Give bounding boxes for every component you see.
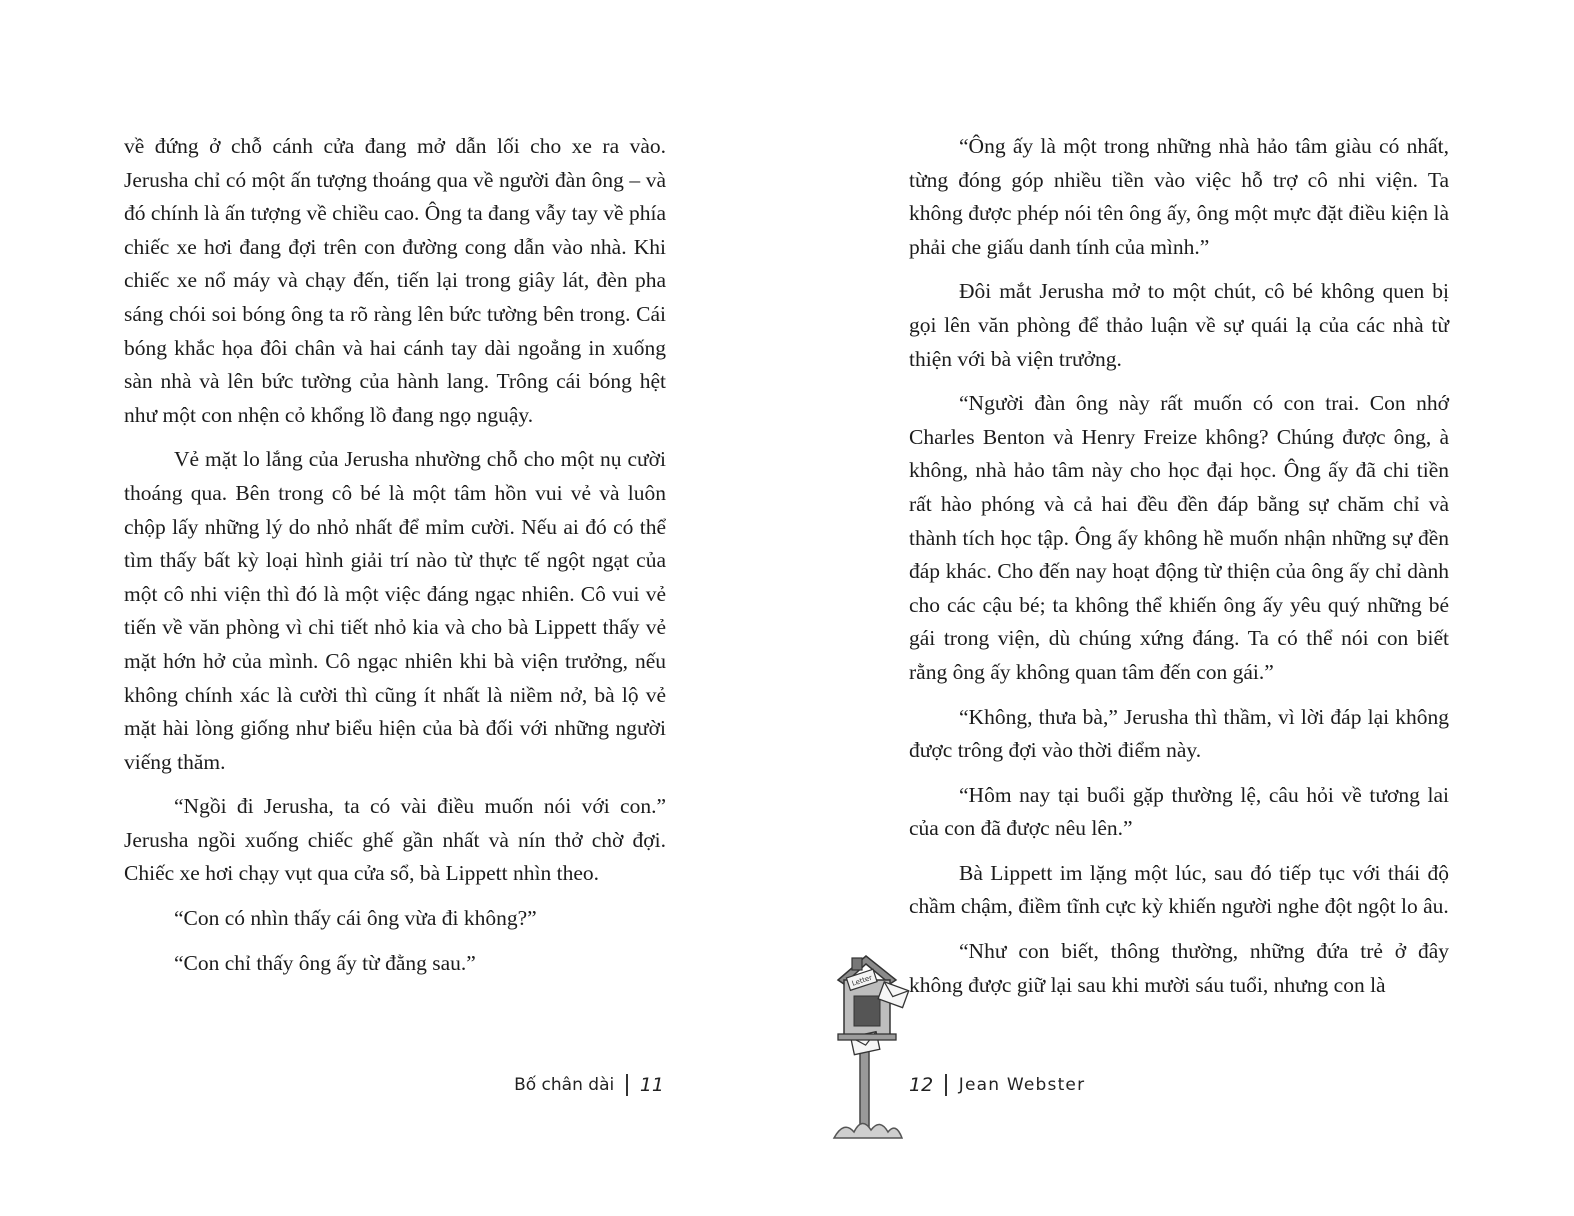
right-paragraph-6: Bà Lippett im lặng một lúc, sau đó tiếp tục với thái độ chầm chậm, điềm tĩnh cực kỳ khiến người nghe đột ngột lo âu. — [909, 860, 1449, 919]
left-page-footer — [514, 1074, 664, 1096]
right-paragraph-7: “Như con biết, thông thường, những đứa trẻ ở đây không được giữ lại sau khi mười sáu tuổi, nhưng con là — [909, 939, 1449, 997]
right-paragraph-1: “Ông ấy là một trong những nhà hảo tâm giàu có nhất, từng đóng góp nhiều tiền vào việc hỗ trợ cô nhi viện. Ta không được phép nói tên ông ấy, ông một mực đặt điều kiện là phải che giấu danh tính của mình.” — [909, 134, 1449, 259]
book-title: Bố chân dài — [514, 1075, 615, 1095]
right-paragraph-2: Đôi mắt Jerusha mở to một chút, cô bé không quen bị gọi lên văn phòng để thảo luận về sự quái lạ của các nhà từ thiện với bà viện trưởng. — [909, 279, 1449, 371]
left-paragraph-1: về đứng ở chỗ cánh cửa đang mở dẫn lối cho xe ra vào. Jerusha chỉ có một ấn tượng thoáng qua về người đàn ông – và đó chính là ấn tượng về chiều cao. Ông ta đang vẫy tay về phía chiếc xe hơi đang đợi trên con đường cong dẫn vào nhà. Khi chiếc xe nổ máy và chạy đến, tiến lại trong giây lát, đèn pha sáng chói soi bóng ông ta rõ ràng lên bức tường bên trong. Cái bóng khắc họa đôi chân và hai cánh tay dài ngoẳng in xuống sàn nhà và lên bức tường của hành lang. Trông cái bóng hệt như một con nhện cỏ khổng lồ đang ngọ nguậy. — [124, 134, 666, 427]
birdhouse-sign-text: Letter — [850, 973, 874, 988]
right-page-footer — [909, 1074, 1085, 1096]
footer-divider — [626, 1074, 628, 1096]
page-number-right: 12 — [909, 1074, 934, 1096]
right-paragraph-4: “Không, thưa bà,” Jerusha thì thầm, vì lời đáp lại không được trông đợi vào thời điểm này. — [909, 704, 1449, 763]
footer-divider — [945, 1074, 947, 1096]
left-page — [124, 130, 666, 991]
left-paragraph-5: “Con chỉ thấy ông ấy từ đằng sau.” — [174, 950, 476, 975]
right-paragraph-3: “Người đàn ông này rất muốn có con trai. Con nhớ Charles Benton và Henry Freize không? Chúng được ông, à không, nhà hảo tâm này cho học đại học. Ông ấy đã chi tiền rất hào phóng và cả hai đều đền đáp bằng sự chăm chỉ và thành tích học tập. Ông ấy không hề muốn nhận những sự đền đáp khác. Cho đến nay hoạt động từ thiện của ông ấy chỉ dành cho các cậu bé; ta không thể khiến ông ấy yêu quý những bé gái trong viện, dù chúng xứng đáng. Ta có thể nói con biết rằng ông ấy không quan tâm đến con gái.” — [909, 391, 1449, 684]
right-page — [909, 130, 1449, 1013]
birdhouse-icon — [816, 950, 916, 1150]
left-paragraph-3: “Ngồi đi Jerusha, ta có vài điều muốn nói với con.” Jerusha ngồi xuống chiếc ghế gần nhất và nín thở chờ đợi. Chiếc xe hơi chạy vụt qua cửa sổ, bà Lippett nhìn theo. — [124, 794, 666, 886]
left-paragraph-4: “Con có nhìn thấy cái ông vừa đi không?” — [174, 906, 537, 931]
left-paragraph-2: Vẻ mặt lo lắng của Jerusha nhường chỗ cho một nụ cười thoáng qua. Bên trong cô bé là một tâm hồn vui vẻ và luôn chộp lấy những lý do nhỏ nhất để mỉm cười. Nếu ai đó có thể tìm thấy bất kỳ loại hình giải trí nào từ thực tế ngột ngạt của một cô nhi viện thì đó là một việc đáng ngạc nhiên. Cô vui vẻ tiến về văn phòng vì chi tiết nhỏ kia và cho bà Lippett thấy vẻ mặt hớn hở của mình. Cô ngạc nhiên khi bà viện trưởng, nếu không chính xác là cười thì cũng ít nhất là niềm nở, bà lộ vẻ mặt hài lòng giống như biểu hiện của bà đối với những người viếng thăm. — [124, 447, 666, 774]
right-paragraph-5: “Hôm nay tại buổi gặp thường lệ, câu hỏi về tương lai của con đã được nêu lên.” — [909, 782, 1449, 841]
page-number-left: 11 — [639, 1074, 664, 1096]
author-name: Jean Webster — [958, 1075, 1086, 1095]
